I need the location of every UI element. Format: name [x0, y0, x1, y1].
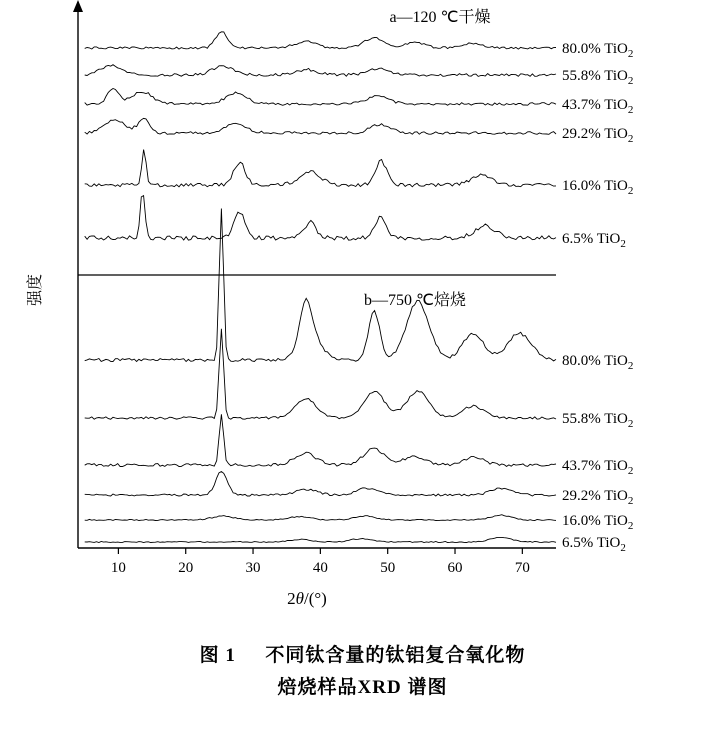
curve-label-a-3: 29.2% TiO$_2$: [562, 126, 634, 145]
x-tick-label: 10: [110, 560, 126, 576]
curve-a-4: [85, 150, 556, 187]
x-tick-label: 70: [514, 560, 530, 576]
x-tick-label: 60: [447, 560, 463, 576]
figure-caption-line-2: [0, 672, 725, 699]
curve-label-b-5: 6.5% TiO$_2$: [562, 535, 626, 554]
x-tick-label: 50: [380, 560, 396, 576]
figure-caption-text-2: 焙烧样品XRD 谱图: [277, 677, 448, 698]
curve-b-2: [85, 414, 556, 466]
curve-label-a-1: 55.8% TiO$_2$: [562, 68, 634, 87]
curve-b-0: [85, 209, 556, 362]
curve-b-3: [85, 472, 556, 497]
curve-label-b-1: 55.8% TiO$_2$: [562, 411, 634, 430]
x-tick-label: 40: [312, 560, 328, 576]
curve-a-3: [85, 118, 556, 134]
figure-caption-line-1: [0, 640, 725, 667]
curve-b-4: [85, 515, 556, 521]
curve-a-2: [85, 89, 556, 106]
curve-a-5: [85, 196, 556, 241]
curve-a-0: [85, 32, 556, 49]
curve-label-a-0: 80.0% TiO$_2$: [562, 41, 634, 60]
curve-b-5: [85, 537, 556, 542]
curve-label-a-5: 6.5% TiO$_2$: [562, 231, 626, 250]
curve-label-b-0: 80.0% TiO$_2$: [562, 353, 634, 372]
curve-label-a-4: 16.0% TiO$_2$: [562, 178, 634, 197]
x-tick-label: 30: [245, 560, 261, 576]
curve-label-b-4: 16.0% TiO$_2$: [562, 513, 634, 532]
panel-a-title: a—120 ℃干燥: [389, 9, 491, 26]
curve-label-b-2: 43.7% TiO$_2$: [562, 458, 634, 477]
figure-number: 图 1: [199, 645, 236, 666]
figure-caption-text-1: 不同钛含量的钛铝复合氧化物: [265, 645, 526, 666]
x-axis-label: 2θ/(°): [287, 589, 327, 608]
curve-a-1: [85, 65, 556, 77]
y-axis-arrow: [73, 0, 83, 12]
x-tick-label: 20: [178, 560, 194, 576]
y-axis-label: 强度: [27, 273, 44, 307]
curve-label-b-3: 29.2% TiO$_2$: [562, 488, 634, 507]
panel-b-title: b—750 ℃焙烧: [364, 292, 466, 309]
curve-label-a-2: 43.7% TiO$_2$: [562, 97, 634, 116]
